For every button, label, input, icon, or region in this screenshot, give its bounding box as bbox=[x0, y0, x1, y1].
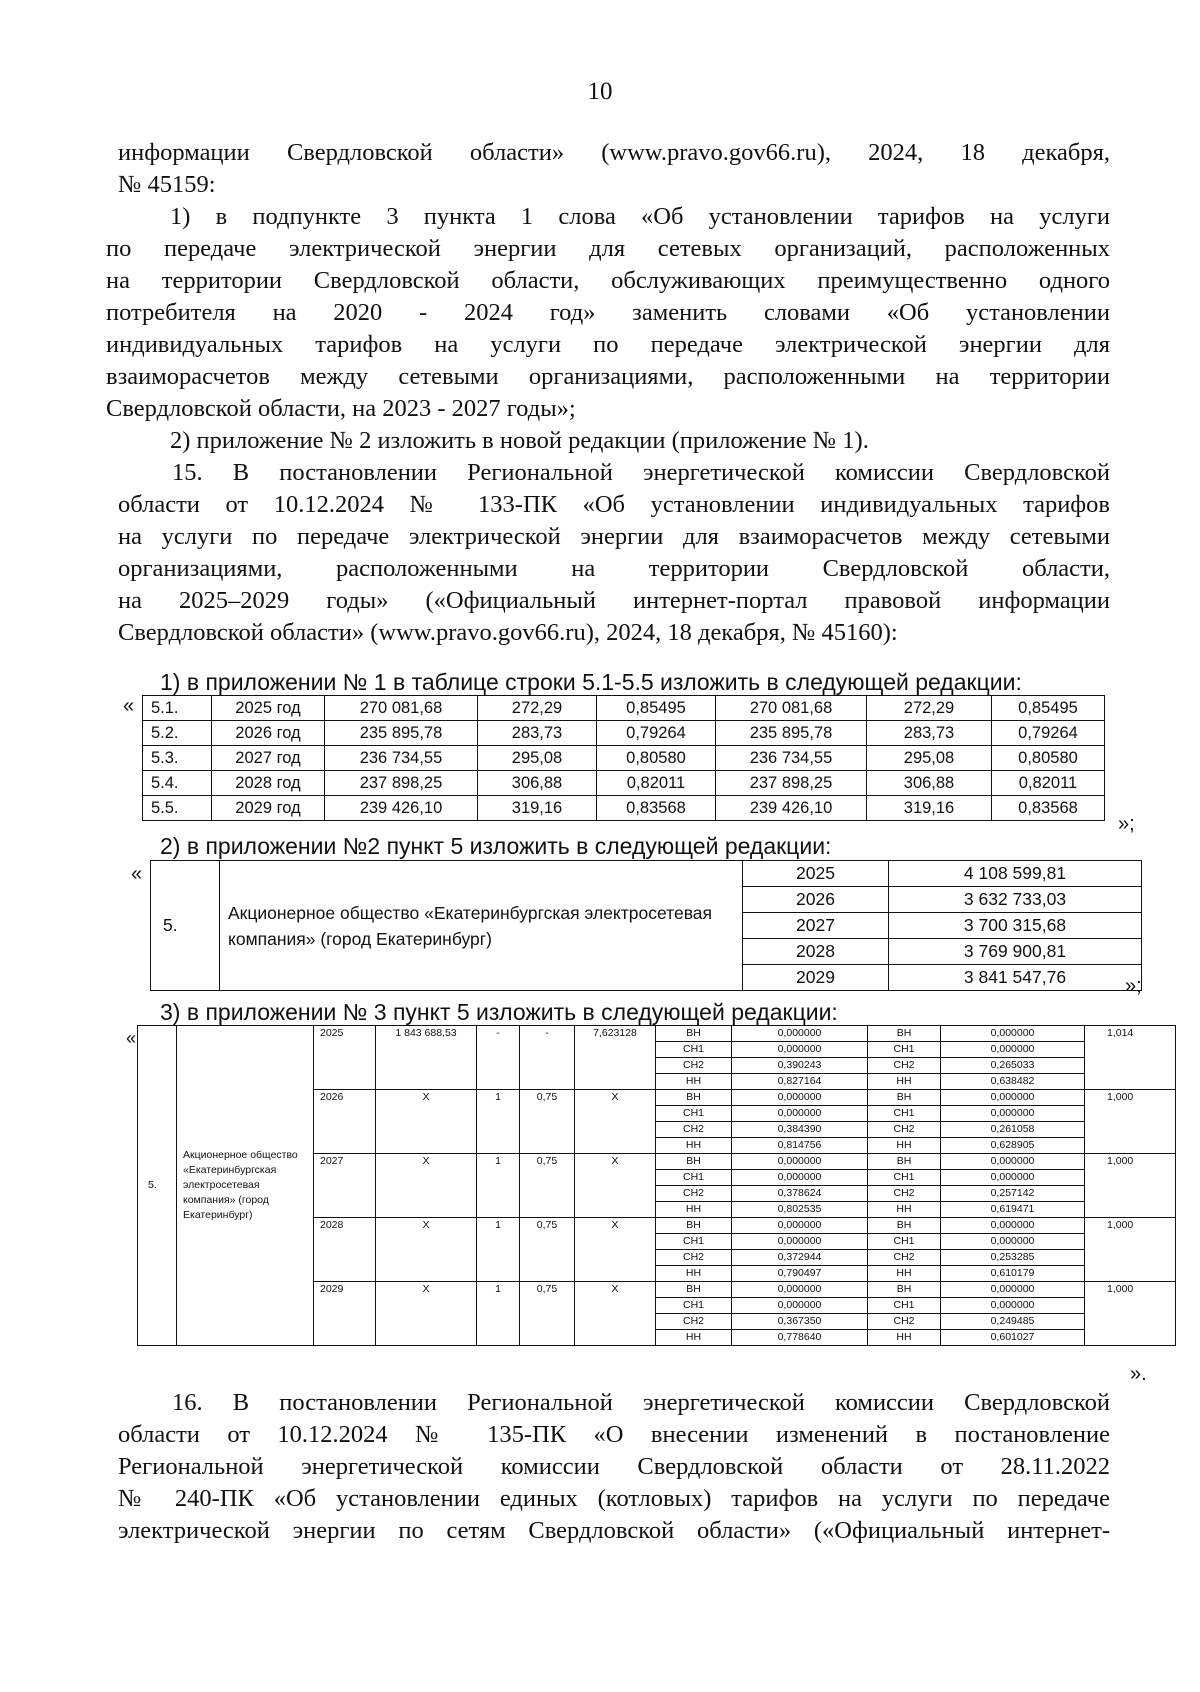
table-cell: 239 426,10 bbox=[325, 796, 478, 821]
value-cell: 0,000000 bbox=[732, 1298, 868, 1314]
voltage-level: СН2 bbox=[868, 1186, 941, 1202]
value-cell: 0,372944 bbox=[732, 1250, 868, 1266]
table-cell: 2026 год bbox=[212, 721, 325, 746]
voltage-level: СН2 bbox=[868, 1250, 941, 1266]
value-cell: 0,378624 bbox=[732, 1186, 868, 1202]
text-line: области от 10.12.2024 № 133-ПК «Об установлении индивидуальных тарифов bbox=[118, 491, 1110, 518]
text-line: Свердловской области, на 2023 - 2027 годы»; bbox=[106, 395, 576, 422]
voltage-level: СН2 bbox=[656, 1186, 732, 1202]
paragraph-16 bbox=[118, 1387, 1110, 1547]
text-line: на услуги по передаче электрической энергии для взаиморасчетов между сетевыми bbox=[118, 523, 1110, 550]
table-cell: 2027 год bbox=[212, 746, 325, 771]
voltage-level: ВН bbox=[656, 1154, 732, 1170]
quote-open: « bbox=[123, 695, 135, 717]
value-cell: 0,367350 bbox=[732, 1314, 868, 1330]
value-cell: 0,790497 bbox=[732, 1266, 868, 1282]
voltage-level: НН bbox=[868, 1138, 941, 1154]
table-row bbox=[151, 861, 1142, 887]
table-cell: 0,83568 bbox=[992, 796, 1105, 821]
value-cell: 0,249485 bbox=[941, 1314, 1085, 1330]
voltage-level: СН1 bbox=[868, 1298, 941, 1314]
text-line: по передаче электрической энергии для сетевых организаций, расположенных bbox=[106, 235, 1110, 262]
subpoint-1 bbox=[106, 201, 1110, 425]
table-cell: 0,85495 bbox=[597, 696, 716, 721]
paragraph-15 bbox=[118, 457, 1110, 649]
table-cell: 270 081,68 bbox=[716, 696, 867, 721]
subpoint-15-3 bbox=[160, 996, 1120, 1028]
value-cell: 0,261058 bbox=[941, 1122, 1085, 1138]
voltage-level: ВН bbox=[656, 1090, 732, 1106]
text-line: Свердловской области» (www.pravo.gov66.ru), 2024, 18 декабря, № 45160): bbox=[118, 619, 898, 646]
table-appendix-3 bbox=[137, 1025, 1176, 1346]
text-line: № 45159: bbox=[118, 171, 216, 198]
value-cell: 0,000000 bbox=[941, 1234, 1085, 1250]
quote-close: »; bbox=[1118, 813, 1135, 835]
coefficient-cell: 1,000 bbox=[1085, 1090, 1176, 1154]
table-cell: 295,08 bbox=[478, 746, 597, 771]
value-cell: 0,000000 bbox=[941, 1090, 1085, 1106]
value-cell: 0,000000 bbox=[941, 1154, 1085, 1170]
table-cell: 272,29 bbox=[867, 696, 992, 721]
quote-close: ». bbox=[1130, 1363, 1147, 1385]
voltage-level: ВН bbox=[868, 1282, 941, 1298]
value-cell: 0,000000 bbox=[941, 1042, 1085, 1058]
value-cell: 0,814756 bbox=[732, 1138, 868, 1154]
table-row bbox=[143, 746, 1105, 771]
value-cell: 1 843 688,53 bbox=[376, 1026, 477, 1090]
item-number: 5. bbox=[151, 861, 220, 991]
value-cell: 0,75 bbox=[520, 1218, 575, 1282]
table-cell: 295,08 bbox=[867, 746, 992, 771]
text-line: 16. В постановлении Региональной энергетической комиссии Свердловской bbox=[172, 1389, 1110, 1416]
table-cell: 0,80580 bbox=[597, 746, 716, 771]
voltage-level: СН2 bbox=[868, 1314, 941, 1330]
table-cell: 2028 год bbox=[212, 771, 325, 796]
value-cell: 0,802535 bbox=[732, 1202, 868, 1218]
text-line: Региональной энергетической комиссии Свердловской области от 28.11.2022 bbox=[118, 1453, 1110, 1480]
year-cell: 2027 bbox=[314, 1154, 376, 1218]
table-row bbox=[143, 771, 1105, 796]
coefficient-cell: 1,000 bbox=[1085, 1154, 1176, 1218]
text-line: 3) в приложении № 3 пункт 5 изложить в следующей редакции: bbox=[160, 999, 838, 1025]
voltage-level: НН bbox=[868, 1330, 941, 1346]
subpoint-15-1 bbox=[160, 666, 1120, 698]
value-cell: 0,000000 bbox=[732, 1106, 868, 1122]
voltage-level: НН bbox=[656, 1266, 732, 1282]
value-cell: 0,000000 bbox=[941, 1106, 1085, 1122]
voltage-level: НН bbox=[656, 1138, 732, 1154]
table-cell: 5.2. bbox=[143, 721, 212, 746]
text-line: информации Свердловской области» (www.pravo.gov66.ru), 2024, 18 декабря, bbox=[118, 139, 1110, 166]
text-line: 1) в подпункте 3 пункта 1 слова «Об установлении тарифов на услуги bbox=[170, 203, 1110, 230]
voltage-level: ВН bbox=[868, 1154, 941, 1170]
value-cell: 3 769 900,81 bbox=[889, 939, 1142, 965]
voltage-level: СН2 bbox=[868, 1058, 941, 1074]
value-cell: 0,000000 bbox=[941, 1026, 1085, 1042]
value-cell: 0,000000 bbox=[732, 1026, 868, 1042]
table-cell: 5.3. bbox=[143, 746, 212, 771]
value-cell: 0,000000 bbox=[732, 1218, 868, 1234]
table-cell: 5.1. bbox=[143, 696, 212, 721]
value-cell: 0,000000 bbox=[732, 1234, 868, 1250]
value-cell: 0,000000 bbox=[941, 1282, 1085, 1298]
table-cell: 237 898,25 bbox=[325, 771, 478, 796]
value-cell: 0,778640 bbox=[732, 1330, 868, 1346]
quote-open: « bbox=[126, 1028, 137, 1048]
quote-close: »; bbox=[1125, 975, 1142, 997]
value-cell: 0,000000 bbox=[941, 1298, 1085, 1314]
value-cell: 1 bbox=[477, 1154, 520, 1218]
voltage-level: НН bbox=[656, 1074, 732, 1090]
voltage-level: СН2 bbox=[868, 1122, 941, 1138]
voltage-level: ВН bbox=[656, 1218, 732, 1234]
voltage-level: СН1 bbox=[656, 1298, 732, 1314]
value-cell: 3 841 547,76 bbox=[889, 965, 1142, 991]
voltage-level: СН1 bbox=[656, 1106, 732, 1122]
value-cell: 0,610179 bbox=[941, 1266, 1085, 1282]
table-cell: 0,82011 bbox=[992, 771, 1105, 796]
voltage-level: СН2 bbox=[656, 1058, 732, 1074]
table-cell: 272,29 bbox=[478, 696, 597, 721]
value-cell: 0,253285 bbox=[941, 1250, 1085, 1266]
table-cell: 235 895,78 bbox=[325, 721, 478, 746]
value-cell: 0,628905 bbox=[941, 1138, 1085, 1154]
voltage-level: СН1 bbox=[656, 1042, 732, 1058]
organization-name: Акционерное общество «Екатеринбургская электросетевая компания» (город Екатеринбург) bbox=[220, 861, 743, 991]
text-line: 15. В постановлении Региональной энергетической комиссии Свердловской bbox=[172, 459, 1110, 486]
table-cell: 283,73 bbox=[867, 721, 992, 746]
year-cell: 2027 bbox=[743, 913, 889, 939]
page-number: 10 bbox=[587, 78, 613, 105]
subpoint-2 bbox=[170, 425, 1070, 457]
value-cell: 7,623128 bbox=[575, 1026, 656, 1090]
value-cell: 0,390243 bbox=[732, 1058, 868, 1074]
voltage-level: ВН bbox=[868, 1090, 941, 1106]
text-line: 2) в приложении №2 пункт 5 изложить в следующей редакции: bbox=[160, 833, 832, 859]
value-cell: 0,384390 bbox=[732, 1122, 868, 1138]
voltage-level: СН1 bbox=[656, 1234, 732, 1250]
year-cell: 2028 bbox=[314, 1218, 376, 1282]
value-cell: 1 bbox=[477, 1218, 520, 1282]
voltage-level: ВН bbox=[868, 1218, 941, 1234]
table-cell: 319,16 bbox=[478, 796, 597, 821]
paragraph-continuation bbox=[118, 137, 1110, 201]
text-line: электрической энергии по сетям Свердловской области» («Официальный интернет- bbox=[118, 1517, 1110, 1544]
voltage-level: НН bbox=[868, 1074, 941, 1090]
voltage-level: СН1 bbox=[868, 1106, 941, 1122]
year-cell: 2029 bbox=[314, 1282, 376, 1346]
value-cell: 1 bbox=[477, 1282, 520, 1346]
table-cell: 270 081,68 bbox=[325, 696, 478, 721]
year-cell: 2025 bbox=[743, 861, 889, 887]
table-cell: 0,80580 bbox=[992, 746, 1105, 771]
text-line: № 240-ПК «Об установлении единых (котловых) тарифов на услуги по передаче bbox=[118, 1485, 1110, 1512]
text-line: на 2025–2029 годы» («Официальный интернет-портал правовой информации bbox=[118, 587, 1110, 614]
table-cell: 236 734,55 bbox=[325, 746, 478, 771]
text-line: 2) приложение № 2 изложить в новой редакции (приложение № 1). bbox=[170, 427, 869, 454]
table-cell: 0,85495 bbox=[992, 696, 1105, 721]
value-cell: 0,638482 bbox=[941, 1074, 1085, 1090]
voltage-level: СН1 bbox=[868, 1234, 941, 1250]
voltage-level: НН bbox=[868, 1202, 941, 1218]
value-cell: 0,000000 bbox=[732, 1042, 868, 1058]
table-cell: 306,88 bbox=[478, 771, 597, 796]
year-cell: 2025 bbox=[314, 1026, 376, 1090]
table-appendix-1 bbox=[142, 695, 1105, 821]
coefficient-cell: 1,014 bbox=[1085, 1026, 1176, 1090]
value-cell: 0,265033 bbox=[941, 1058, 1085, 1074]
value-cell: 0,601027 bbox=[941, 1330, 1085, 1346]
table-cell: 0,83568 bbox=[597, 796, 716, 821]
table-cell: 5.4. bbox=[143, 771, 212, 796]
voltage-level: СН1 bbox=[656, 1170, 732, 1186]
quote-open: « bbox=[131, 863, 143, 885]
value-cell: 0,000000 bbox=[732, 1170, 868, 1186]
value-cell: 1 bbox=[477, 1090, 520, 1154]
table-cell: 0,82011 bbox=[597, 771, 716, 796]
table-cell: 283,73 bbox=[478, 721, 597, 746]
value-cell: Х bbox=[575, 1282, 656, 1346]
text-line: области от 10.12.2024 № 135-ПК «О внесении изменений в постановление bbox=[118, 1421, 1110, 1448]
value-cell: 0,000000 bbox=[941, 1218, 1085, 1234]
subpoint-15-2 bbox=[160, 830, 1120, 862]
text-line: 1) в приложении № 1 в таблице строки 5.1-5.5 изложить в следующей редакции: bbox=[160, 669, 1022, 695]
value-cell: 0,75 bbox=[520, 1282, 575, 1346]
table-cell: 237 898,25 bbox=[716, 771, 867, 796]
voltage-level: ВН bbox=[656, 1026, 732, 1042]
value-cell: Х bbox=[575, 1090, 656, 1154]
value-cell: 0,75 bbox=[520, 1090, 575, 1154]
voltage-level: СН2 bbox=[656, 1314, 732, 1330]
value-cell: - bbox=[477, 1026, 520, 1090]
voltage-level: СН2 bbox=[656, 1122, 732, 1138]
table-cell: 5.5. bbox=[143, 796, 212, 821]
value-cell: 0,257142 bbox=[941, 1186, 1085, 1202]
value-cell: Х bbox=[575, 1218, 656, 1282]
text-line: индивидуальных тарифов на услуги по передаче электрической энергии для bbox=[106, 331, 1110, 358]
table-appendix-2 bbox=[150, 860, 1142, 991]
year-cell: 2026 bbox=[314, 1090, 376, 1154]
voltage-level: НН bbox=[656, 1330, 732, 1346]
value-cell: Х bbox=[376, 1218, 477, 1282]
value-cell: 0,000000 bbox=[732, 1154, 868, 1170]
value-cell: Х bbox=[376, 1154, 477, 1218]
year-cell: 2028 bbox=[743, 939, 889, 965]
table-cell: 2029 год bbox=[212, 796, 325, 821]
table-cell: 306,88 bbox=[867, 771, 992, 796]
year-cell: 2026 bbox=[743, 887, 889, 913]
value-cell: 3 700 315,68 bbox=[889, 913, 1142, 939]
value-cell: Х bbox=[376, 1282, 477, 1346]
voltage-level: СН1 bbox=[868, 1042, 941, 1058]
value-cell: Х bbox=[376, 1090, 477, 1154]
coefficient-cell: 1,000 bbox=[1085, 1282, 1176, 1346]
voltage-level: НН bbox=[656, 1202, 732, 1218]
table-cell: 239 426,10 bbox=[716, 796, 867, 821]
table-row bbox=[138, 1026, 1176, 1042]
year-cell: 2029 bbox=[743, 965, 889, 991]
value-cell: 0,000000 bbox=[732, 1282, 868, 1298]
voltage-level: СН2 bbox=[656, 1250, 732, 1266]
voltage-level: СН1 bbox=[868, 1170, 941, 1186]
value-cell: 0,000000 bbox=[941, 1170, 1085, 1186]
value-cell: 4 108 599,81 bbox=[889, 861, 1142, 887]
value-cell: Х bbox=[575, 1154, 656, 1218]
table-row bbox=[143, 721, 1105, 746]
value-cell: 3 632 733,03 bbox=[889, 887, 1142, 913]
value-cell: 0,000000 bbox=[732, 1090, 868, 1106]
table-cell: 0,79264 bbox=[597, 721, 716, 746]
table-row bbox=[143, 696, 1105, 721]
text-line: взаиморасчетов между сетевыми организациями, расположенными на территории bbox=[106, 363, 1110, 390]
value-cell: 0,827164 bbox=[732, 1074, 868, 1090]
text-line: на территории Свердловской области, обслуживающих преимущественно одного bbox=[106, 267, 1110, 294]
table-cell: 319,16 bbox=[867, 796, 992, 821]
value-cell: 0,75 bbox=[520, 1154, 575, 1218]
voltage-level: ВН bbox=[868, 1026, 941, 1042]
value-cell: - bbox=[520, 1026, 575, 1090]
organization-name: Акционерное общество «Екатеринбургская электросетевая компания» (город Екатеринбург) bbox=[177, 1026, 314, 1346]
text-line: организациями, расположенными на территории Свердловской области, bbox=[118, 555, 1110, 582]
voltage-level: ВН bbox=[656, 1282, 732, 1298]
table-cell: 235 895,78 bbox=[716, 721, 867, 746]
table-row bbox=[143, 796, 1105, 821]
table-cell: 236 734,55 bbox=[716, 746, 867, 771]
value-cell: 0,619471 bbox=[941, 1202, 1085, 1218]
text-line: потребителя на 2020 - 2024 год» заменить словами «Об установлении bbox=[106, 299, 1110, 326]
item-number: 5. bbox=[138, 1026, 177, 1346]
coefficient-cell: 1,000 bbox=[1085, 1218, 1176, 1282]
voltage-level: НН bbox=[868, 1266, 941, 1282]
table-cell: 0,79264 bbox=[992, 721, 1105, 746]
table-cell: 2025 год bbox=[212, 696, 325, 721]
